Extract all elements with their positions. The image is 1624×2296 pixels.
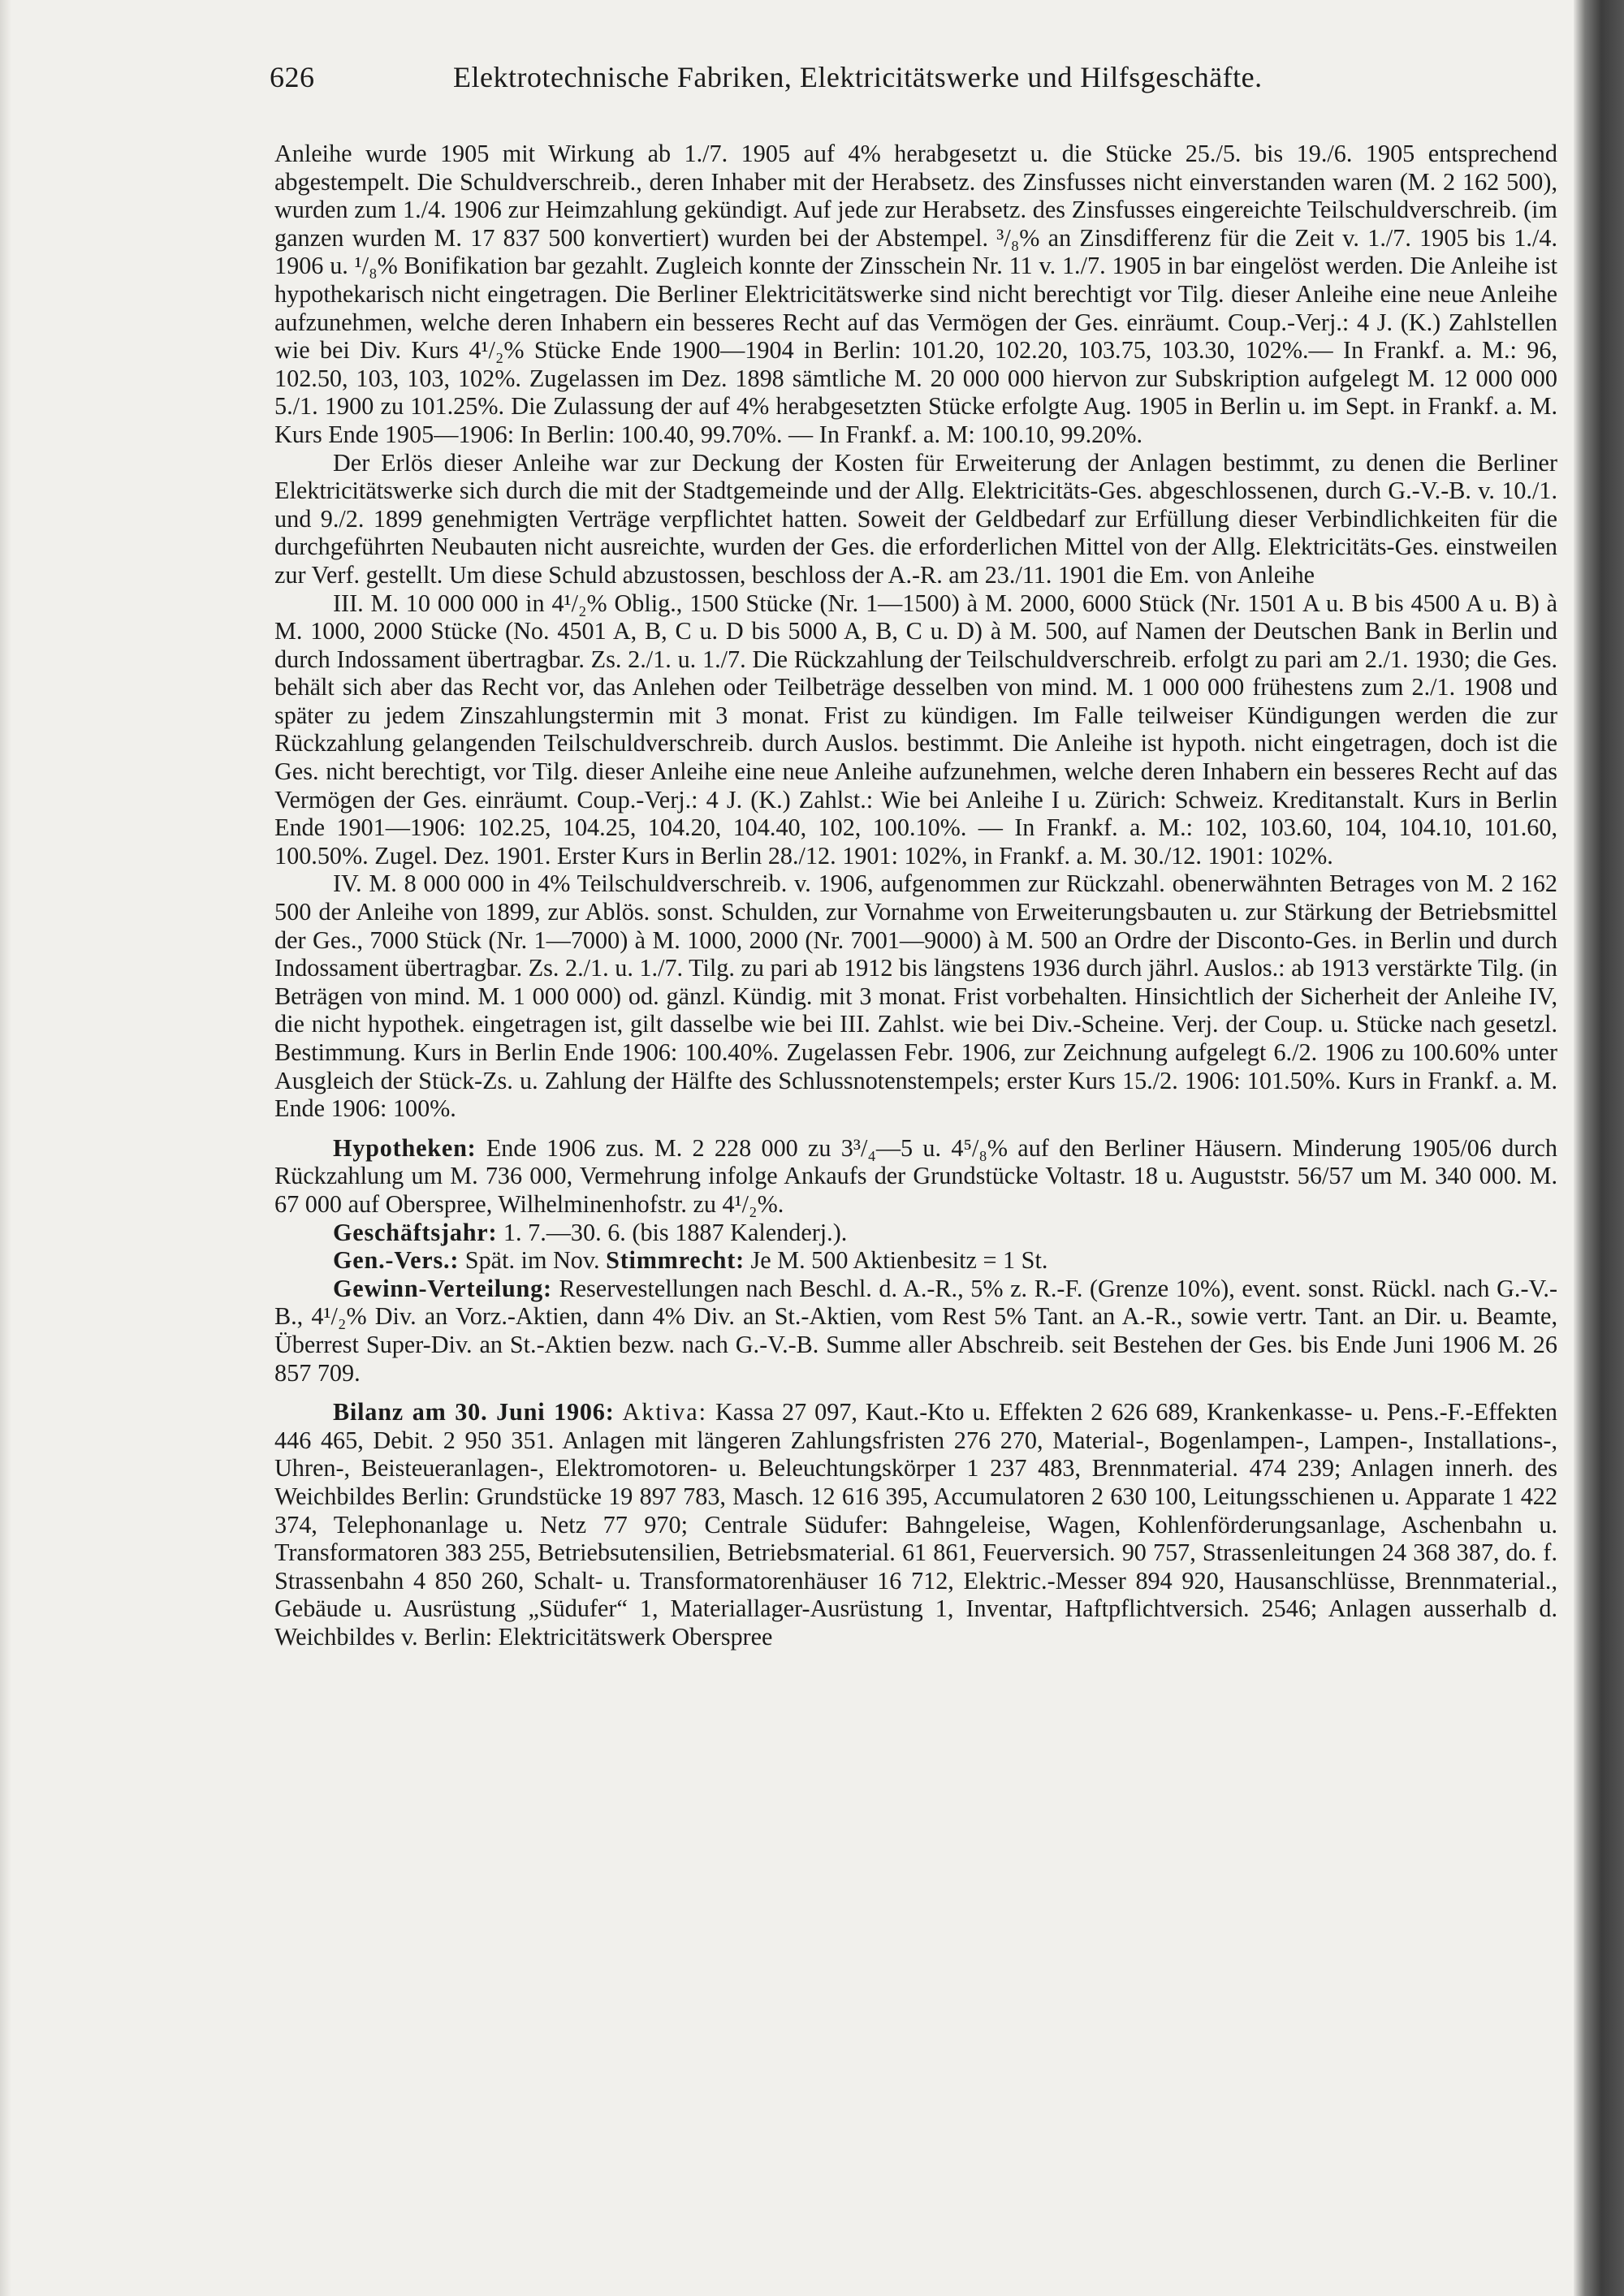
section-geschaeftsjahr xyxy=(274,1219,1557,1247)
paragraph-anleihe-iii: III. M. 10 000 000 in 4¹/₂% Oblig., 1500 Stücke (Nr. 1—1500) à M. 2000, 6000 Stück (Nr. 1501 A u. B bis 4500 A u. B) à M. 1000, 2000 Stücke (No. 4501 A, B, C u. D bis 5000 A, B, C u. D) à M. 500, auf Namen der Deutschen Bank in Berlin und durch Indossament übertragbar. Zs. 2./1. u. 1./7. Die Rückzahlung der Teilschuldverschreib. erfolgt zu pari am 2./1. 1930; die Ges. behält sich aber das Recht vor, das Anlehen oder Teilbeträge desselben von mind. M. 1 000 000 frühestens zum 2./1. 1908 und später zu jedem Zinszahlungstermin mit 3 monat. Frist zu kündigen. Im Falle teilweiser Kündigungen werden die zur Rückzahlung gelangenden Teilschuldverschreib. durch Auslos. bestimmt. Die Anleihe ist hypoth. nicht eingetragen, doch ist die Ges. nicht berechtigt, vor Tilg. dieser Anleihe eine neue Anleihe aufzunehmen, welche deren Inhabern ein besseres Recht auf das Vermögen der Ges. einräumt. Coup.-Verj.: 4 J. (K.) Zahlst.: Wie bei Anleihe I u. Zürich: Schweiz. Kreditanstalt. Kurs in Berlin Ende 1901—1906: 102.25, 104.25, 104.20, 104.40, 102, 100.10%. — In Frankf. a. M.: 102, 103.60, 104, 104.10, 101.60, 100.50%. Zugel. Dez. 1901. Erster Kurs in Berlin 28./12. 1901: 102%, in Frankf. a. M. 30./12. 1901: 102%. xyxy=(274,589,1557,870)
paragraph-anleihe-herabsetzung: Anleihe wurde 1905 mit Wirkung ab 1./7. 1905 auf 4% herabgesetzt u. die Stücke 25./5. bis 19./6. 1905 entsprechend abgestempelt. Die Schuldverschreib., deren Inhaber mit der Herabsetz. des Zinsfusses nicht einverstanden waren (M. 2 162 500), wurden zum 1./4. 1906 zur Heimzahlung gekündigt. Auf jede zur Herabsetz. des Zinsfusses eingereichte Teilschuldverschreib. (im ganzen wurden M. 17 837 500 konvertiert) wurden bei der Abstempel. ³/₈% an Zinsdifferenz für die Zeit v. 1./7. 1905 bis 1./4. 1906 u. ¹/₈% Bonifikation bar gezahlt. Zugleich konnte der Zinsschein Nr. 11 v. 1./7. 1905 in bar eingelöst werden. Die Anleihe ist hypothekarisch nicht eingetragen. Die Berliner Elektricitätswerke sind nicht berechtigt vor Tilg. dieser Anleihe eine neue Anleihe aufzunehmen, welche deren Inhabern ein besseres Recht auf das Vermögen der Ges. einräumt. Coup.-Verj.: 4 J. (K.) Zahlstellen wie bei Div. Kurs 4¹/₂% Stücke Ende 1900—1904 in Berlin: 101.20, 102.20, 103.75, 103.30, 102%.— In Frankf. a. M.: 96, 102.50, 103, 103, 102%. Zugelassen im Dez. 1898 sämtliche M. 20 000 000 hiervon zur Subskription aufgelegt M. 12 000 000 5./1. 1900 zu 101.25%. Die Zulassung der auf 4% herabgesetzten Stücke erfolgte Aug. 1905 in Berlin u. im Sept. in Frankf. a. M. Kurs Ende 1905—1906: In Berlin: 100.40, 99.70%. — In Frankf. a. M: 100.10, 99.20%. xyxy=(274,140,1557,448)
section-lead-hypotheken: Hypotheken: xyxy=(333,1133,477,1162)
section-lead-stimmrecht: Stimmrecht: xyxy=(606,1246,745,1275)
section-gen-vers xyxy=(274,1246,1557,1275)
paragraph-anleihe-iv: IV. M. 8 000 000 in 4% Teilschuldverschreib. v. 1906, aufgenommen zur Rückzahl. obenerwähnten Betrages von M. 2 162 500 der Anleihe von 1899, zur Ablös. sonst. Schulden, zur Vornahme von Erweiterungsbauten u. zur Stärkung der Betriebsmittel der Ges., 7000 Stück (Nr. 1—7000) à M. 1000, 2000 (Nr. 7001—9000) à M. 500 an Ordre der Disconto-Ges. in Berlin und durch Indossament übertragbar. Zs. 2./1. u. 1./7. Tilg. zu pari ab 1912 bis längstens 1936 durch jährl. Auslos.: ab 1913 verstärkte Tilg. (in Beträgen von mind. M. 1 000 000) od. gänzl. Kündig. mit 3 monat. Frist vorbehalten. Hinsichtlich der Sicherheit der Anleihe IV, die nicht hypothek. eingetragen ist, gilt dasselbe wie bei III. Zahlst. wie bei Div.-Scheine. Verj. der Coup. u. Stücke nach gesetzl. Bestimmung. Kurs in Berlin Ende 1906: 100.40%. Zugelassen Febr. 1906, zur Zeichnung aufgelegt 6./2. 1906 zu 100.60% unter Ausgleich der Stück-Zs. u. Zahlung der Hälfte des Schlussnotenstempels; erster Kurs 15./2. 1906: 101.50%. Kurs in Frankf. a. M. Ende 1906: 100%. xyxy=(274,870,1557,1123)
section-bilanz xyxy=(274,1398,1557,1651)
section-text-stimmrecht: Je M. 500 Aktienbesitz = 1 St. xyxy=(750,1246,1048,1275)
scan-shadow-right xyxy=(1574,0,1624,2296)
page-body xyxy=(274,140,1557,1651)
running-title: Elektrotechnische Fabriken, Elektricitätswerke und Hilfsgeschäfte. xyxy=(453,61,1263,93)
bilanz-aktiva-label: Aktiva: xyxy=(622,1398,708,1426)
section-lead-bilanz: Bilanz am 30. Juni 1906: xyxy=(333,1398,615,1426)
paragraph-anleihe-erloes: Der Erlös dieser Anleihe war zur Deckung der Kosten für Erweiterung der Anlagen bestimmt, zu denen die Berliner Elektricitätswerke sich durch die mit der Stadtgemeinde und der Allg. Elektricitäts-Ges. abgeschlossenen, durch G.-V.-B. v. 10./1. und 9./2. 1899 genehmigten Verträge verpflichtet hatten. Soweit der Geldbedarf zur Erfüllung dieser Verbindlichkeiten für die durchgeführten Neubauten nicht ausreichte, wurden der Ges. die erforderlichen Mittel von der Allg. Elektricitäts-Ges. einstweilen zur Verf. gestellt. Um diese Schuld abzustossen, beschloss der A.-R. am 23./11. 1901 die Em. von Anleihe xyxy=(274,448,1557,589)
scan-shadow-left xyxy=(0,0,11,2296)
section-lead-gen-vers: Gen.-Vers.: xyxy=(333,1246,460,1275)
section-gewinn-verteilung xyxy=(274,1275,1557,1387)
page-number: 626 xyxy=(270,61,315,93)
section-lead-gewinn-verteilung: Gewinn-Verteilung: xyxy=(333,1274,552,1302)
section-text-hypotheken: Ende 1906 zus. M. 2 228 000 zu 3³/₄—5 u. 4⁵/₈% auf den Berliner Häusern. Minderung 1905/06 durch Rückzahlung um M. 736 000, Vermehrung infolge Ankaufs der Grundstücke Voltastr. 18 u. Auguststr. 56/57 um M. 340 000. M. 67 000 auf Oberspree, Wilhelminenhofstr. zu 4¹/₂%. xyxy=(274,1133,1558,1218)
section-lead-geschaeftsjahr: Geschäftsjahr: xyxy=(333,1218,498,1246)
page-header xyxy=(270,60,1488,106)
section-text-geschaeftsjahr: 1. 7.—30. 6. (bis 1887 Kalenderj.). xyxy=(503,1218,848,1246)
section-hypotheken xyxy=(274,1134,1557,1219)
section-text-gewinn-verteilung: Reservestellungen nach Beschl. d. A.-R., 5% z. R.-F. (Grenze 10%), event. sonst. Rückl. nach G.-V.-B., 4¹/₂% Div. an Vorz.-Aktien, dann 4% Div. an St.-Aktien, vom Rest 5% Tant. an A.-R., sowie vertr. Tant. an Dir. u. Beamte, Überrest Super-Div. an St.-Aktien bezw. nach G.-V.-B. Summe aller Abschreib. seit Bestehen der Ges. bis Ende Juni 1906 M. 26 857 709. xyxy=(274,1274,1558,1387)
section-text-gen-vers: Spät. im Nov. xyxy=(464,1246,600,1275)
section-text-bilanz: Kassa 27 097, Kaut.-Kto u. Effekten 2 626 689, Krankenkasse- u. Pens.-F.-Effekten 446 465, Debit. 2 950 351. Anlagen mit längeren Zahlungsfristen 276 270, Material-, Bogenlampen-, Lampen-, Installations-, Uhren-, Beisteueranlagen-, Elektromotoren- u. Beleuchtungskörper 1 237 483, Brennmaterial. 474 239; Anlagen innerh. des Weichbildes Berlin: Grundstücke 19 897 783, Masch. 12 616 395, Accumulatoren 2 630 100, Leitungsschienen u. Apparate 1 422 374, Telephonanlage u. Netz 77 970; Centrale Südufer: Bahngeleise, Wagen, Kohlenförderungsanlage, Aschenbahn u. Transformatoren 383 255, Betriebsutensilien, Betriebsmaterial. 61 861, Feuerversich. 90 757, Strassenleitungen 24 368 387, do. f. Strassenbahn 4 850 260, Schalt- u. Transformatorenhäuser 16 712, Elektric.-Messer 894 920, Hausanschlüsse, Brennmaterial., Gebäude u. Ausrüstung „Südufer“ 1, Materiallager-Ausrüstung 1, Inventar, Haftpflichtversich. 2546; Anlagen ausserhalb d. Weichbildes v. Berlin: Elektricitätswerk Oberspree xyxy=(274,1398,1558,1651)
